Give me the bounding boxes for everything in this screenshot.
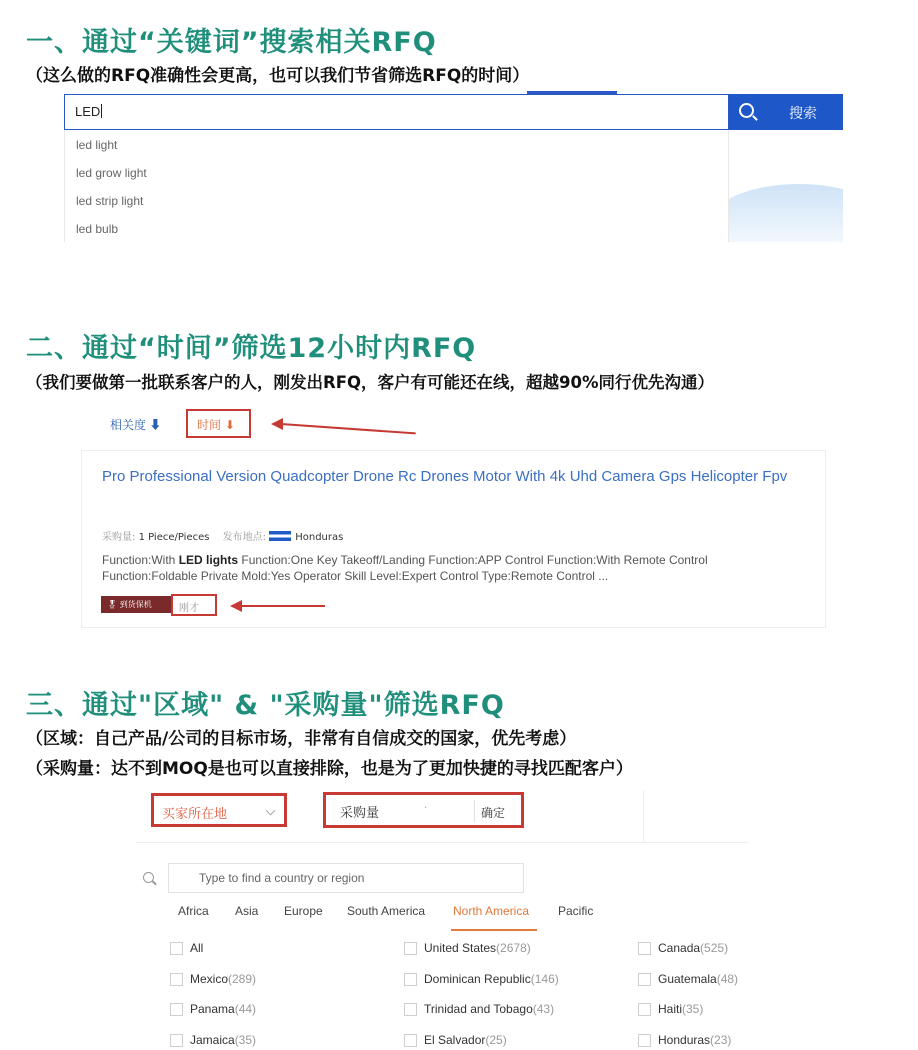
divider xyxy=(643,790,644,842)
country-name: Jamaica xyxy=(190,1033,235,1047)
checkbox-icon[interactable] xyxy=(170,1034,183,1047)
checkbox-icon[interactable] xyxy=(638,1003,651,1016)
active-tab-indicator xyxy=(451,929,537,931)
country-name: All xyxy=(190,941,204,955)
suggestion-dropdown xyxy=(64,130,729,242)
country-search-input[interactable]: Type to find a country or region xyxy=(168,863,524,893)
sort-relevance[interactable]: 相关度 ⬇ xyxy=(110,418,162,432)
section1-title: 一、通过“关键词”搜索相关RFQ xyxy=(26,27,437,58)
country-count: (44) xyxy=(234,1002,257,1016)
country-name: United States xyxy=(424,941,497,955)
checkbox-icon[interactable] xyxy=(404,1003,417,1016)
sort-time[interactable]: 时间 ⬇ xyxy=(186,409,251,438)
country-label xyxy=(190,1033,256,1047)
country-name: Haiti xyxy=(658,1002,683,1016)
country-name: Dominican Republic xyxy=(424,972,531,986)
country-count: (25) xyxy=(485,1033,507,1047)
tab-south-america[interactable]: South America xyxy=(347,904,426,918)
country-name: Honduras xyxy=(658,1033,711,1047)
checkbox-icon[interactable] xyxy=(638,1034,651,1047)
suggestion-item[interactable]: led light xyxy=(76,138,118,152)
search-button-label: 搜索 xyxy=(789,106,817,122)
country-count: (2678) xyxy=(496,941,531,955)
country-label xyxy=(658,941,728,955)
tab-africa[interactable]: Africa xyxy=(178,904,209,918)
checkbox-icon[interactable] xyxy=(638,973,651,986)
country-label xyxy=(424,1033,507,1047)
country-label xyxy=(424,1002,554,1016)
tab-north-america[interactable]: North America xyxy=(453,904,530,918)
time-badge: 刚才 xyxy=(171,594,217,616)
country-count: (35) xyxy=(234,1033,257,1047)
country-count: (48) xyxy=(716,972,739,986)
suggestion-item[interactable]: led grow light xyxy=(76,166,147,180)
red-arrow-line xyxy=(240,605,325,607)
buyer-location-filter[interactable]: 买家所在地 xyxy=(151,793,287,827)
country-label xyxy=(658,1002,703,1016)
rfq-meta: 采购量: 1 Piece/Pieces 发布地点: Honduras xyxy=(102,532,344,543)
country-label xyxy=(424,941,531,955)
country-count: (43) xyxy=(532,1002,555,1016)
checkbox-icon[interactable] xyxy=(170,942,183,955)
checkbox-icon[interactable] xyxy=(170,973,183,986)
country-name: Panama xyxy=(190,1002,235,1016)
quantity-filter[interactable]: 采购量 · 确定 xyxy=(323,792,524,828)
country-label xyxy=(658,1033,731,1047)
banner-decoration xyxy=(729,130,843,242)
country-count: (289) xyxy=(228,972,257,986)
rfq-description: Function:With LED lights Function:One Key Takeoff/Landing Function:APP Control Function:With Remote Control Function:Foldable Private Mold:Yes Operator Skill Level:Expert Control Type:Remote Control ... xyxy=(102,553,708,583)
country-label xyxy=(190,972,256,986)
checkbox-icon[interactable] xyxy=(404,973,417,986)
country-name: Trinidad and Tobago xyxy=(424,1002,533,1016)
suggestion-item[interactable]: led strip light xyxy=(76,194,144,208)
divider xyxy=(136,842,748,843)
country-label xyxy=(424,972,559,986)
rfq-card xyxy=(81,450,826,628)
tab-pacific[interactable]: Pacific xyxy=(558,904,594,918)
country-name: El Salvador xyxy=(424,1033,486,1047)
checkbox-icon[interactable] xyxy=(404,942,417,955)
country-count: (146) xyxy=(530,972,559,986)
country-name: Mexico xyxy=(190,972,229,986)
confirm-button[interactable]: 确定 xyxy=(474,800,520,822)
chevron-down-icon xyxy=(266,806,276,816)
search-input[interactable] xyxy=(64,94,729,130)
country-label xyxy=(658,972,738,986)
section1-subtitle: （这么做的RFQ准确性会更高，也可以我们节省筛选RFQ的时间） xyxy=(26,66,530,86)
country-count: (35) xyxy=(682,1002,704,1016)
country-count: (23) xyxy=(710,1033,732,1047)
search-button[interactable] xyxy=(729,94,843,130)
section3-subtitle-1: （区域：自己产品/公司的目标市场，非常有自信成交的国家，优先考虑） xyxy=(26,729,577,749)
section3-subtitle-2: （采购量：达不到MOQ是也可以直接排除，也是为了更加快捷的寻找匹配客户） xyxy=(26,759,633,779)
checkbox-icon[interactable] xyxy=(638,942,651,955)
tab-europe[interactable]: Europe xyxy=(284,904,323,918)
checkbox-icon[interactable] xyxy=(170,1003,183,1016)
rfq-title[interactable]: Pro Professional Version Quadcopter Drone Rc Drones Motor With 4k Uhd Camera Gps Helicopter Fpv xyxy=(102,468,788,485)
country-name: Guatemala xyxy=(658,972,717,986)
section3-title: 三、通过"区域" & "采购量"筛选RFQ xyxy=(26,690,505,721)
guarantee-badge: 🎖 到货保机 xyxy=(101,596,171,613)
country-label xyxy=(190,941,203,955)
red-arrow-line xyxy=(281,423,416,434)
country-name: Canada xyxy=(658,941,701,955)
honduras-flag-icon xyxy=(269,531,291,541)
search-icon xyxy=(739,103,754,118)
suggestion-item[interactable]: led bulb xyxy=(76,222,119,236)
search-icon xyxy=(143,872,154,883)
country-count: (525) xyxy=(700,941,729,955)
checkbox-icon[interactable] xyxy=(404,1034,417,1047)
country-label xyxy=(190,1002,256,1016)
search-value: LED xyxy=(75,104,101,119)
section2-title: 二、通过“时间”筛选12小时内RFQ xyxy=(26,333,477,364)
tab-asia[interactable]: Asia xyxy=(235,904,259,918)
section2-subtitle: （我们要做第一批联系客户的人，刚发出RFQ，客户有可能还在线，超越90%同行优先沟通） xyxy=(26,373,714,392)
